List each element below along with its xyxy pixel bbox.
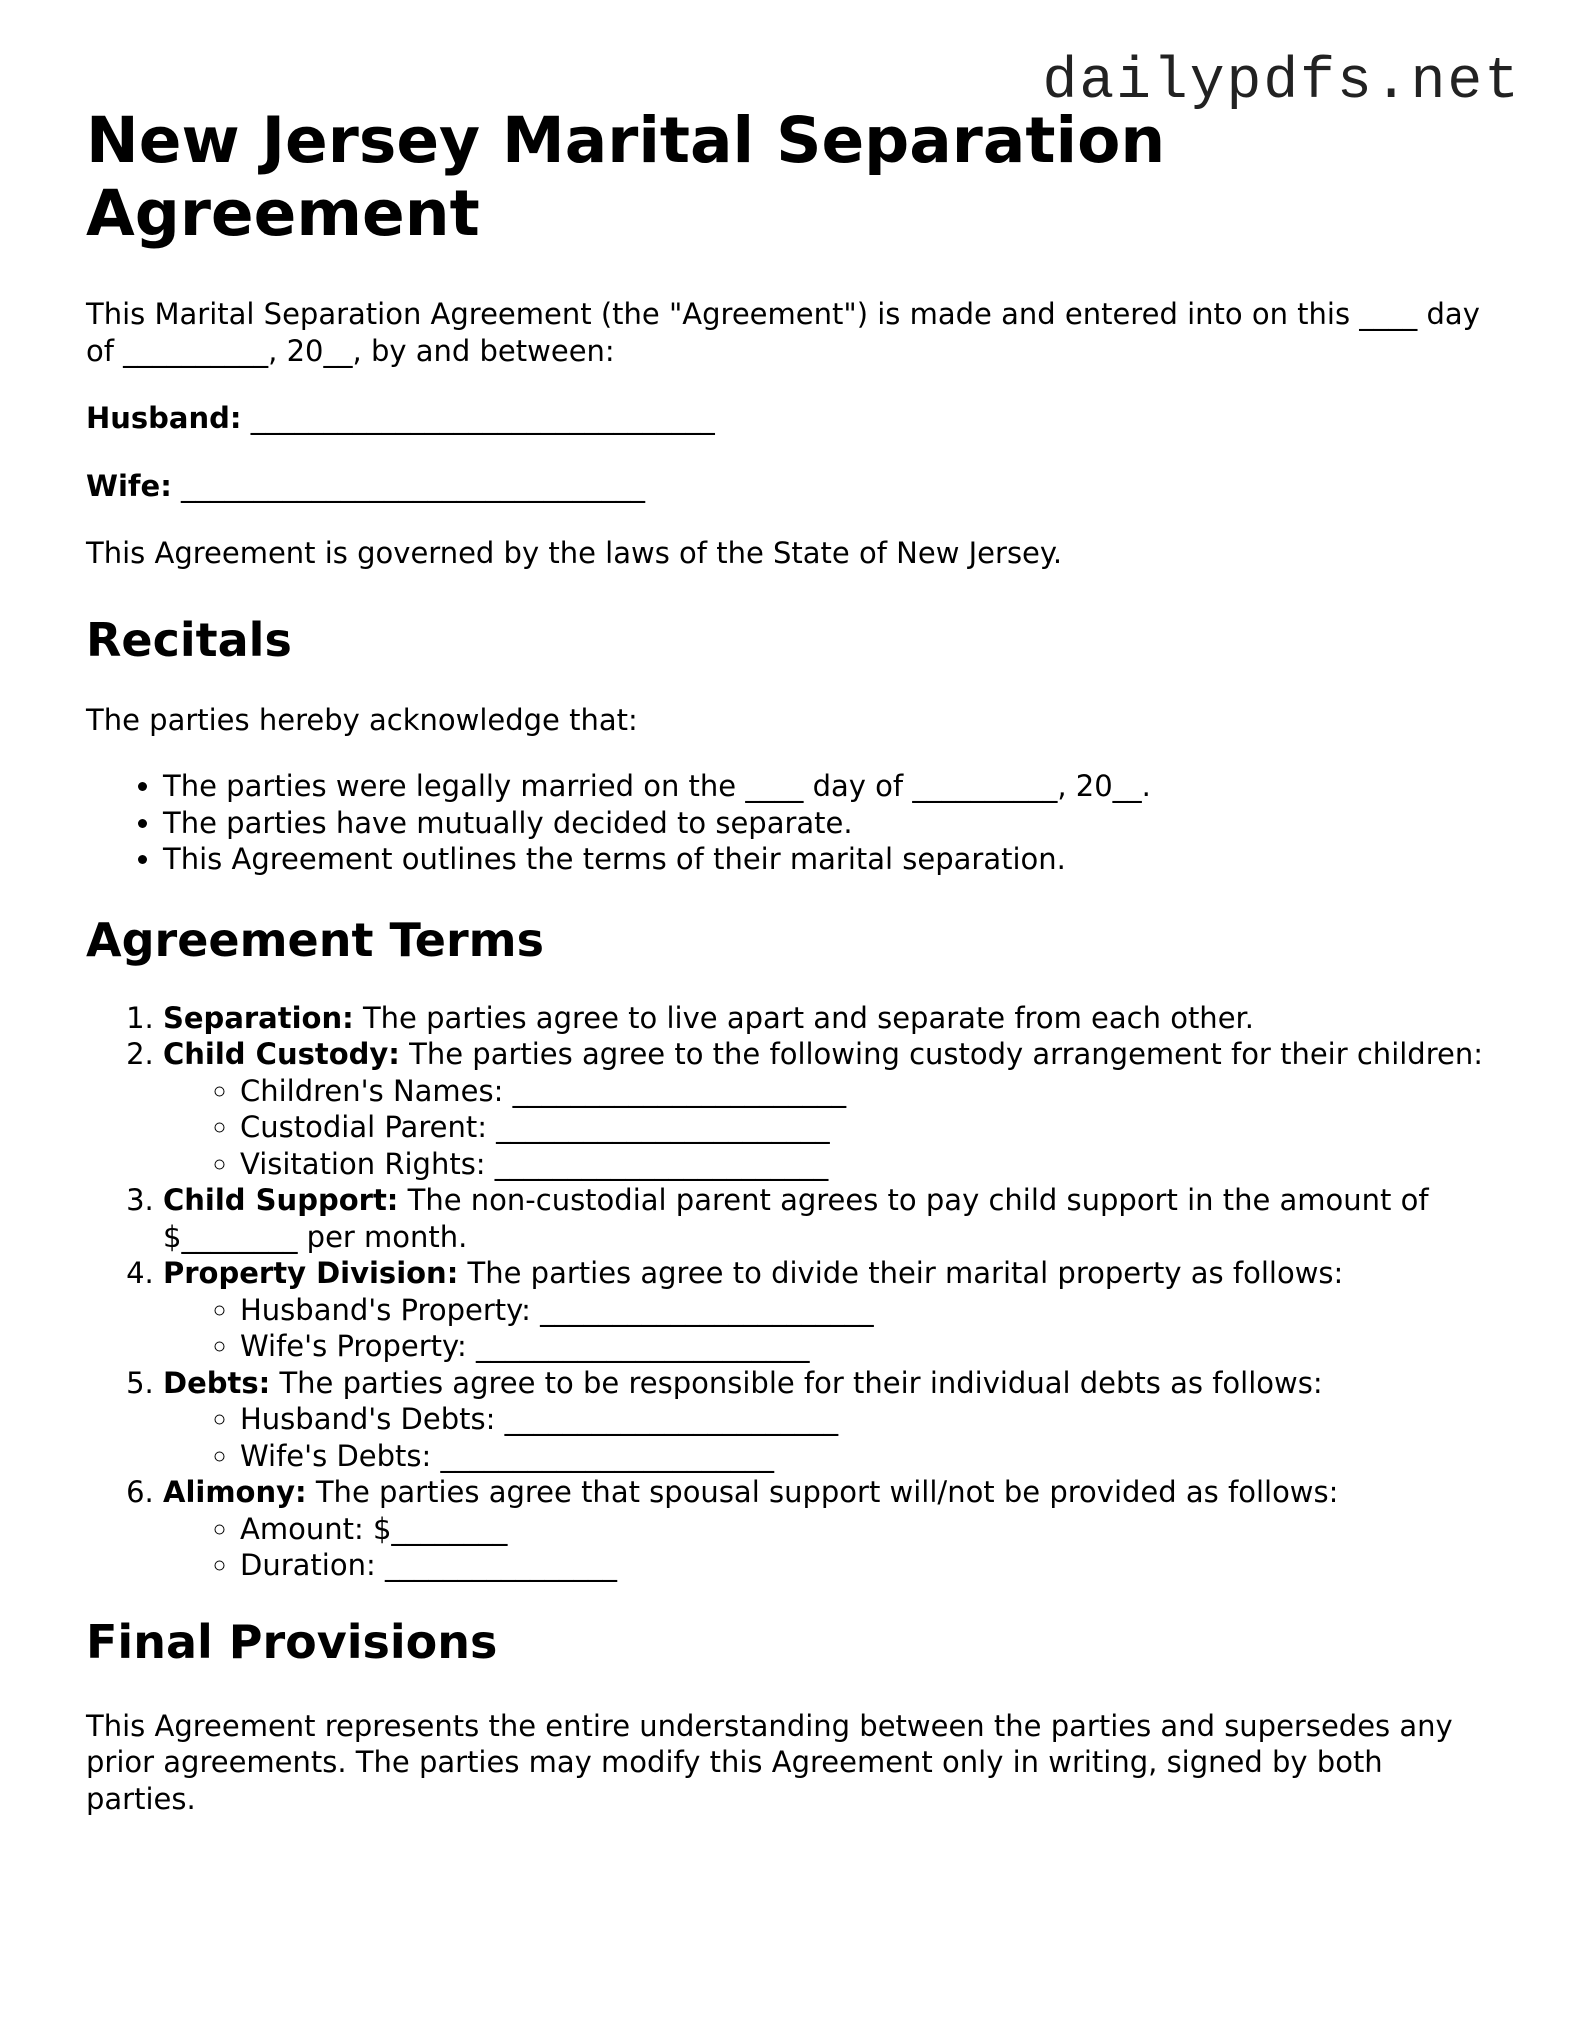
term-text: The parties agree to the following custody arrangement for their children:: [409, 1037, 1483, 1071]
recitals-heading: Recitals: [86, 612, 292, 667]
visitation-rights-field: ◦ Visitation Rights: _______________________: [240, 1146, 1486, 1183]
term-child-custody: [163, 1036, 1486, 1182]
term-label: Child Support:: [163, 1183, 399, 1217]
wife-debts-field: ◦ Wife's Debts: _______________________: [240, 1438, 1486, 1475]
husband-line: [86, 400, 1486, 437]
term-label: Child Custody:: [163, 1037, 400, 1071]
term-child-support: [163, 1182, 1486, 1255]
wife-blank: ________________________________: [181, 468, 646, 503]
term-text: The non-custodial parent agrees to pay child support in the amount of $________ per month.: [163, 1183, 1429, 1254]
custody-sublist: [163, 1073, 1486, 1183]
terms-heading: Agreement Terms: [86, 912, 544, 967]
term-text: The parties agree to live apart and separate from each other.: [362, 1000, 1255, 1035]
debts-sublist: [163, 1401, 1486, 1474]
wife-line: [86, 468, 1486, 505]
recitals-list: [86, 768, 1486, 878]
husband-label: Husband:: [86, 401, 242, 435]
term-text: The parties agree that spousal support will/not be provided as follows:: [315, 1475, 1339, 1509]
page-title: New Jersey Marital Separation Agreement: [86, 104, 1166, 250]
property-sublist: [163, 1292, 1486, 1365]
term-text: The parties agree to divide their marital property as follows:: [467, 1256, 1344, 1290]
term-text: The parties agree to be responsible for their individual debts as follows:: [279, 1365, 1323, 1400]
term-label: Property Division:: [163, 1256, 459, 1290]
custodial-parent-field: ◦ Custodial Parent: _______________________: [240, 1109, 1486, 1146]
wife-property-field: ◦ Wife's Property: _______________________: [240, 1328, 1486, 1365]
governing-law: This Agreement is governed by the laws of the State of New Jersey.: [86, 536, 1063, 570]
watermark: dailypdfs.net: [1042, 50, 1521, 115]
recital-item: • The parties have mutually decided to separate.: [163, 805, 1486, 842]
husband-blank: ________________________________: [250, 401, 715, 435]
recitals-intro: The parties hereby acknowledge that:: [86, 702, 638, 737]
term-label: Debts:: [163, 1365, 271, 1400]
document: [86, 104, 1486, 1817]
terms-list: [86, 1000, 1486, 1584]
alimony-duration-field: ◦ Duration: ________________: [240, 1547, 1486, 1584]
alimony-amount-field: ◦ Amount: $________: [240, 1511, 1486, 1548]
husband-debts-field: ◦ Husband's Debts: _______________________: [240, 1401, 1486, 1438]
husband-property-field: ◦ Husband's Property: _______________________: [240, 1292, 1486, 1329]
term-alimony: [163, 1474, 1486, 1584]
term-label: Alimony:: [163, 1475, 307, 1509]
term-separation: [163, 1000, 1486, 1037]
term-debts: [163, 1365, 1486, 1475]
intro-paragraph: This Marital Separation Agreement (the "Agreement") is made and entered into on this ____ day of __________, 20__, by and between:: [86, 297, 1480, 368]
recital-item: • This Agreement outlines the terms of their marital separation.: [163, 841, 1486, 878]
children-names-field: ◦ Children's Names: _______________________: [240, 1073, 1486, 1110]
final-provisions-heading: Final Provisions: [86, 1614, 498, 1669]
final-provisions-text: This Agreement represents the entire understanding between the parties and supersedes any prior agreements. The parties may modify this Agreement only in writing, signed by both parties.: [86, 1708, 1453, 1816]
recital-item: • The parties were legally married on the ____ day of __________, 20__.: [163, 768, 1486, 805]
term-label: Separation:: [163, 1000, 354, 1035]
term-property-division: [163, 1255, 1486, 1365]
wife-label: Wife:: [86, 468, 172, 503]
alimony-sublist: [163, 1511, 1486, 1584]
